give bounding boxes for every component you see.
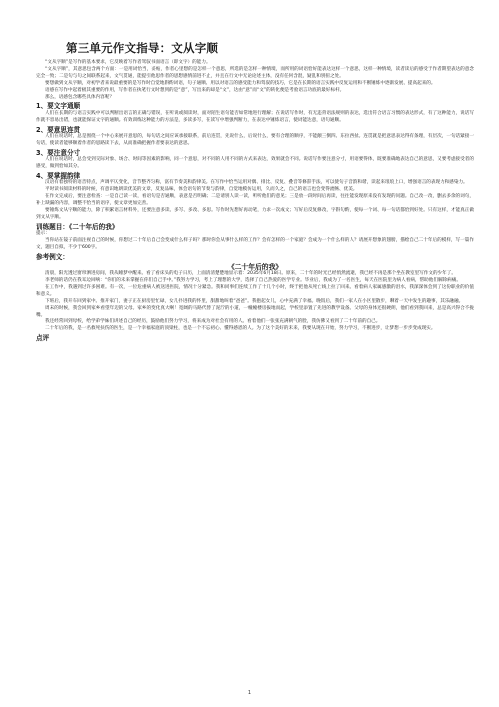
section-paragraph: 在作文完成后，要注意检查：一是自己读一读，看语句是否通顺，表意是否明确；二是请别人读一读，听听他们的意见；三是放一段时间后再读，往往能发现原来没有发现的问题。自己改一改，删去多余的词句，补上缺漏的内容，调整不恰当的语序，使文章更加完善。 [36, 193, 474, 206]
page-number: 1 [247, 690, 252, 696]
essay-paragraph: 二十年后的我，是一名救死扶伤的医生，是一个幸福家庭的顶梁柱，也是一个不忘初心、懂得感恩的人。为了这个美好的未来，我要从现在开始，努力学习，不断进步，让梦想一步步变成现实。 [45, 326, 436, 332]
exercise-heading: 训练题目：《二十年后的我》 [36, 222, 119, 231]
essay-paragraph: 在工作中，我遇到过许多困难。有一次，一位危重病人被送进医院，情况十分紧急。我和同事们连续工作了十几个小时，终于把他从死亡线上拉了回来。看着病人家属感激的泪水，我深深体会到了这份职业的价值和意义。 [36, 284, 474, 297]
essay-paragraph: 周末的时候，我会回到家乡看望年迈的父母。家乡的变化真大啊！宽阔的马路代替了泥泞的小道，一幢幢楼房拔地而起，学校里添置了先进的教学设备。父母的身体还很硬朗，他们看到我回来，总是高兴得合不拢嘴。 [36, 305, 474, 318]
essay-title: 《二十年后的我》 [227, 262, 283, 271]
section-heading: 1、要文字通顺 [36, 102, 81, 111]
essay-paragraph: 李老师的话仍在我耳边回响：“你们的未来掌握在你们自己手中。”我努力学习，考上了理想的大学，选择了自己热爱的医学专业。毕业后，我成为了一名医生，每天在医院里为病人看病，帮助他们解除病痛。 [45, 278, 461, 284]
commentary-label: 点评 [36, 334, 50, 343]
intro-section [36, 60, 474, 101]
section-paragraph: 人们在说话时，总会受到交际对象、场合、时间等因素的影响，同一个意思，对不同的人用不同的方式来表达，效果就会不同。说话写作要注意分寸，用语要得体，既要准确地表达自己的意思，又要考虑接受者的感受，做到恰如其分。 [36, 156, 474, 169]
prompt-label: 提示： [36, 230, 50, 236]
intro-paragraph: 语感在写作中起着极其重要的作用，写作者在执笔行文时想到的是“意”，写出来的却是“文”，达由“意”而“文”的转化便是考验语言功底的最好标杆。 [45, 87, 345, 93]
intro-paragraph: 那么，语感包含哪些具体内容呢？ [45, 94, 114, 100]
section-3 [36, 149, 474, 171]
section-4 [36, 172, 474, 222]
section-paragraph: 人们在长期的与语言实践中可以判断出语言的正确与错误，在听说或阅读时，面对陌生语句能否如常地进行理解；在说话写作时，有无违背语法规则的表达，选出符合语言习惯的表达形式，有了这种能力，说话写作就不容易出错，也就能保证文字的通顺。有效训练这种能力的方法是，多读多写，在读写中增强判断力，在表达中锤炼语言，使词能达意，语句通顺。 [36, 110, 474, 123]
section-2 [36, 126, 474, 148]
intro-paragraph: “文从字顺”是写作的基本要求，它反映着写作者驾驭书面语言（即文字）的能力。 [45, 60, 211, 65]
section-heading: 4、要掌握韵律 [36, 171, 81, 180]
section-paragraph: 平时读书阅读材料的时候，有意识地朗读优美的文章，反复品味，体会语句的节奏与韵律，自觉地模仿运用，久而久之，自己的语言也会变得流畅、优美。 [45, 186, 358, 192]
essay-paragraph: 下班后，我开车回到家中。推开家门，妻子正在厨房里忙碌，女儿扑进我的怀里，甜甜地叫着“爸爸”。我抱起女儿，心中充满了幸福。晚饭后，我们一家人在小区里散步，聊着一天中发生的趣事，其乐融融。 [45, 298, 464, 304]
section-heading: 2、要意思连贯 [36, 125, 81, 134]
essay-paragraph: 我还经常回到母校，给学弟学妹们讲述自己的经历，鼓励他们努力学习，将来成为对社会有用的人。看着他们一张张充满朝气的脸，我仿佛又看到了二十年前的自己。 [45, 319, 381, 325]
reference-label: 参考例文： [36, 252, 69, 261]
section-paragraph: 汉语有着独特的语音特点，声调平仄变化，音节整齐匀称，富有节奏美和韵律美。在写作中恰当运用对偶、排比、反复、叠音等修辞手法，可以使句子音韵和谐，读起来琅琅上口，增强语言的表现力和感染力。 [45, 180, 468, 186]
sample-essay [36, 263, 474, 343]
prompt-text: 当你站在镜子前面注视自己的时候，你想过二十年后自己会变成什么样子吗？那时你会从事什么样的工作？会有怎样的一个家庭？会成为一个什么样的人？请展开想象的翅膀，描绘自己二十年后的模样，写一篇作文，题目自拟，不少于600字。 [36, 237, 474, 250]
section-paragraph: 要锤炼文从字顺的能力，除了积累语言材料外，还要注意多读、多写、多改、多思。写作时先想好再动笔，力求一次成文；写好后反复修改，字斟句酌，使每一个词、每一句话都恰到好处。只有这样，才能真正做到文从字顺。 [36, 207, 474, 220]
page-title: 第三单元作文指导：文从字顺 [66, 41, 219, 55]
essay-paragraph: 清晨，阳光透过窗帘洒进房间，我从睡梦中醒来。看了看床头的电子日历，上面清清楚楚地显示着：2035年6月18日。原来，二十年的时光已经悄然流逝，我已经不再是那个坐在教室里写作文的少年了。 [45, 271, 456, 277]
exercise-section [36, 223, 474, 261]
intro-paragraph: 要想做到文从字顺，对初学者来说最重要的是写作时自觉地斟酌词语，句子通顺、用以对语言的感受能力和驾驭的技巧，它是在长期的语言实践中反复运用和不断锤炼中逐渐发展、提高起来的。 [45, 80, 436, 86]
section-paragraph: 人们在说话时，总是围绕一个中心来展开意思的，每句话之间应该承接联系，前后连贯，先说什么，后说什么，要有合理的顺序，不能颠三倒四、东拉西扯。连贯就是把意思表达得有条理，有层次，一句话紧接一句话，使读者能够顺着作者的思路读下去，从而准确把握作者要表达的意思。 [36, 133, 474, 146]
section-heading: 3、要注意分寸 [36, 148, 81, 157]
section-1 [36, 102, 474, 124]
document-page [36, 40, 474, 343]
intro-paragraph: “文从字顺”，其意思包含两个方面：一是用词恰当，妥帖，作者心里想的是怎样一个意思，所选的是怎样一种情境，而所用的词语恰好能表达这样一个意思，这样一种情境，读者读后的感受于作者期望表达的意念完全一致；二是句与句之间联系起来，文气贯通，能提引他思作者的思想感情前进不止，并且在行文中无论论述主体，没有任何含混，疑乱和别扭之处。 [36, 66, 474, 79]
